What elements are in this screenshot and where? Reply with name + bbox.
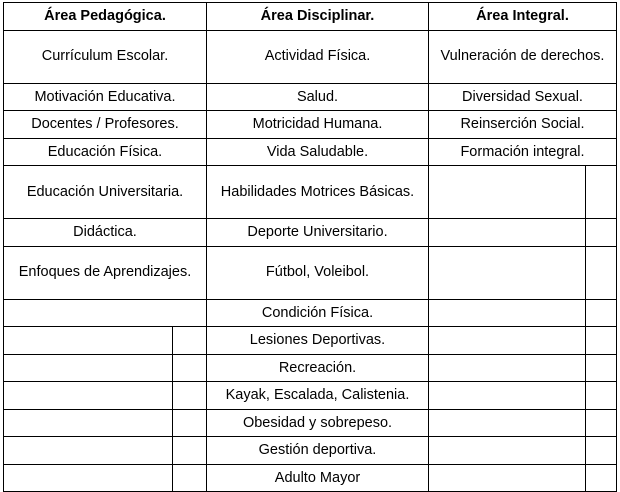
cell-pedagogica	[4, 327, 173, 355]
cell-disciplinar: Vida Saludable.	[207, 138, 429, 166]
cell-pedagogica	[4, 354, 173, 382]
cell-empty	[173, 409, 207, 437]
cell-empty	[586, 166, 617, 219]
cell-disciplinar: Motricidad Humana.	[207, 111, 429, 139]
table-row	[4, 409, 617, 437]
cell-integral	[429, 437, 586, 465]
table-row	[4, 111, 617, 139]
cell-integral	[429, 354, 586, 382]
cell-empty	[586, 437, 617, 465]
cell-disciplinar: Gestión deportiva.	[207, 437, 429, 465]
table-row	[4, 327, 617, 355]
cell-empty	[173, 382, 207, 410]
cell-pedagogica: Didáctica.	[4, 219, 207, 247]
cell-empty	[586, 299, 617, 327]
cell-pedagogica: Enfoques de Aprendizajes.	[4, 246, 207, 299]
table-row	[4, 219, 617, 247]
table-row	[4, 83, 617, 111]
table-row	[4, 354, 617, 382]
cell-integral: Reinserción Social.	[429, 111, 617, 139]
cell-disciplinar: Habilidades Motrices Básicas.	[207, 166, 429, 219]
cell-pedagogica: Motivación Educativa.	[4, 83, 207, 111]
cell-empty	[173, 327, 207, 355]
cell-integral	[429, 299, 586, 327]
cell-integral	[429, 327, 586, 355]
cell-disciplinar: Condición Física.	[207, 299, 429, 327]
cell-integral	[429, 464, 586, 492]
cell-empty	[586, 246, 617, 299]
cell-pedagogica: Educación Universitaria.	[4, 166, 207, 219]
cell-integral	[429, 219, 586, 247]
header-area-disciplinar: Área Disciplinar.	[207, 3, 429, 31]
cell-disciplinar: Recreación.	[207, 354, 429, 382]
cell-integral: Vulneración de derechos.	[429, 30, 617, 83]
cell-empty	[173, 437, 207, 465]
cell-disciplinar: Deporte Universitario.	[207, 219, 429, 247]
cell-pedagogica: Currículum Escolar.	[4, 30, 207, 83]
table-row	[4, 464, 617, 492]
cell-pedagogica: Educación Física.	[4, 138, 207, 166]
cell-empty	[173, 464, 207, 492]
cell-empty	[586, 219, 617, 247]
cell-disciplinar: Actividad Física.	[207, 30, 429, 83]
table-row	[4, 138, 617, 166]
cell-pedagogica	[4, 409, 173, 437]
cell-pedagogica	[4, 437, 173, 465]
table-row	[4, 437, 617, 465]
table-row	[4, 30, 617, 83]
cell-integral: Diversidad Sexual.	[429, 83, 617, 111]
cell-integral: Formación integral.	[429, 138, 617, 166]
cell-pedagogica: Docentes / Profesores.	[4, 111, 207, 139]
cell-empty	[586, 382, 617, 410]
cell-integral	[429, 409, 586, 437]
cell-disciplinar: Kayak, Escalada, Calistenia.	[207, 382, 429, 410]
cell-empty	[586, 327, 617, 355]
cell-disciplinar: Salud.	[207, 83, 429, 111]
cell-pedagogica	[4, 464, 173, 492]
cell-empty	[173, 354, 207, 382]
header-area-integral: Área Integral.	[429, 3, 617, 31]
cell-empty	[586, 464, 617, 492]
cell-disciplinar: Lesiones Deportivas.	[207, 327, 429, 355]
areas-table	[3, 2, 617, 492]
table-row	[4, 166, 617, 219]
header-row	[4, 3, 617, 31]
cell-integral	[429, 166, 586, 219]
cell-empty	[586, 409, 617, 437]
cell-pedagogica	[4, 299, 207, 327]
table-row	[4, 299, 617, 327]
cell-disciplinar: Fútbol, Voleibol.	[207, 246, 429, 299]
cell-integral	[429, 382, 586, 410]
header-area-pedagogica: Área Pedagógica.	[4, 3, 207, 31]
table-row	[4, 382, 617, 410]
table-row	[4, 246, 617, 299]
cell-pedagogica	[4, 382, 173, 410]
cell-empty	[586, 354, 617, 382]
cell-integral	[429, 246, 586, 299]
cell-disciplinar: Obesidad y sobrepeso.	[207, 409, 429, 437]
cell-disciplinar: Adulto Mayor	[207, 464, 429, 492]
